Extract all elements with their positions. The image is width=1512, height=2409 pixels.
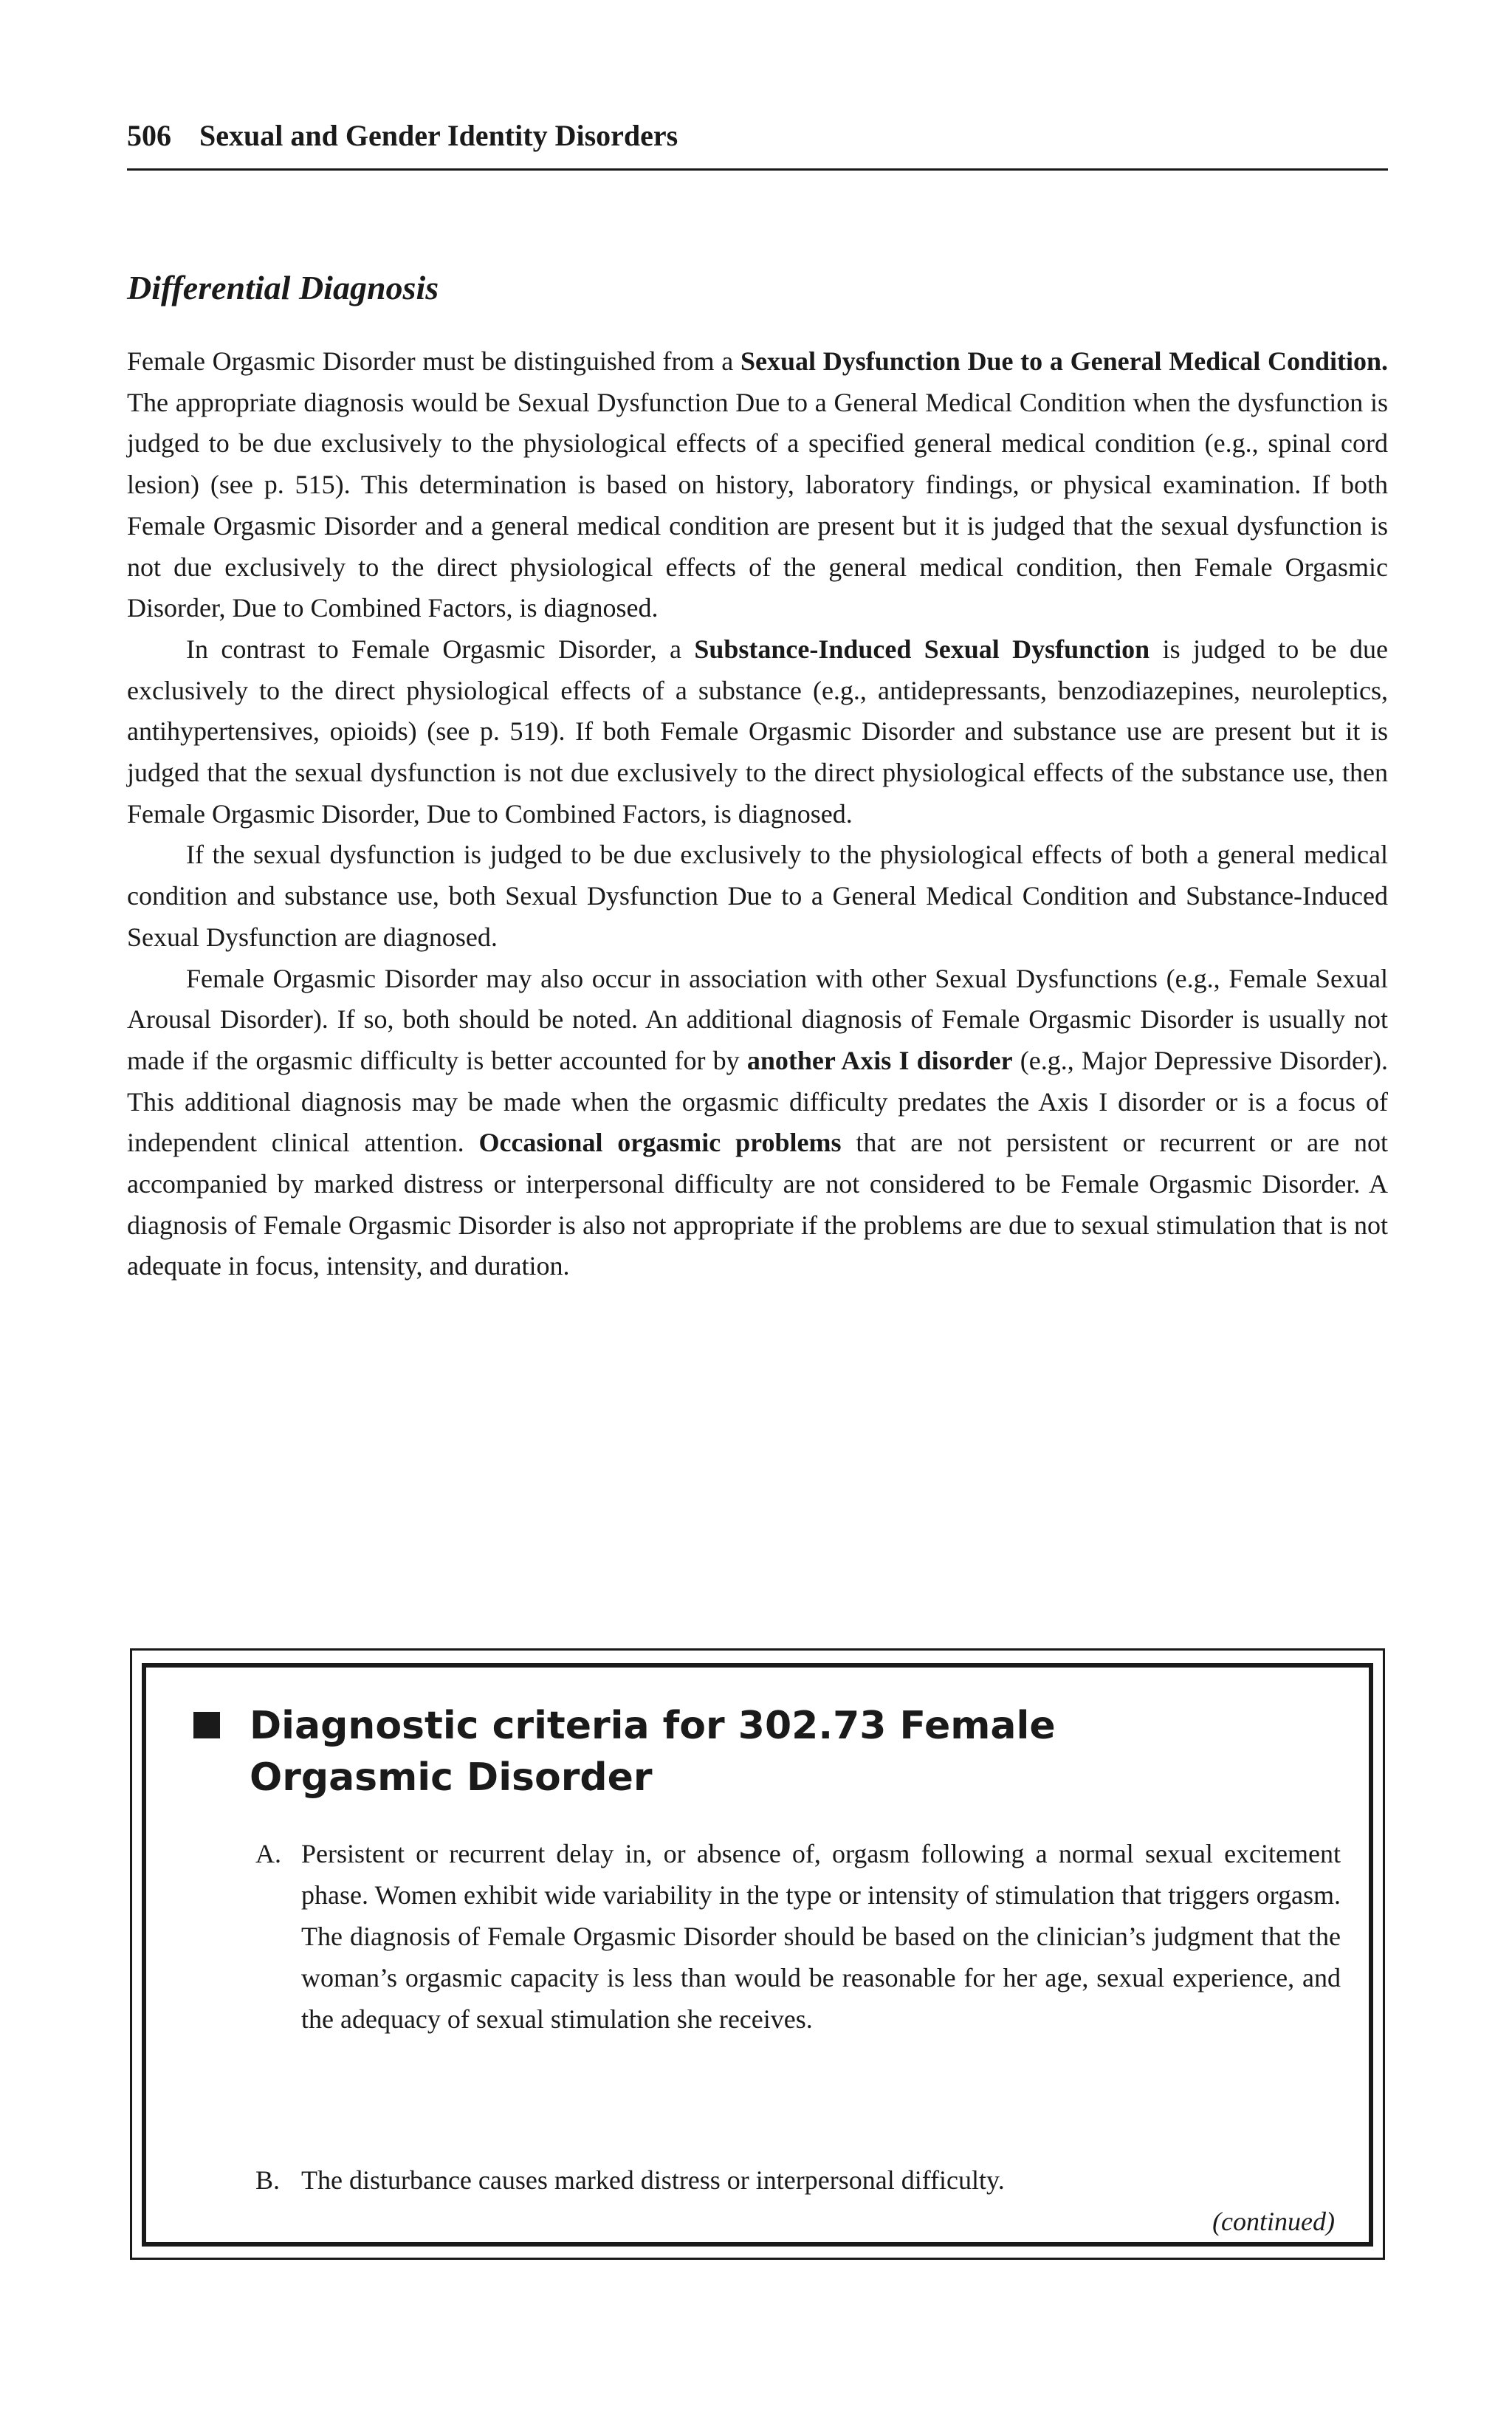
paragraph-1	[127, 341, 1388, 629]
bold-term: Sexual Dysfunction Due to a General Medical Condition.	[740, 346, 1389, 376]
text-run: The appropriate diagnosis would be Sexual Dysfunction Due to a General Medical Condition when the dysfunction is judged to be due exclusively to the physiological effects of a specified general medical condition (e.g., spinal cord lesion) (see p. 515). This determination is based on history, laboratory findings, or physical examination. If both Female Orgasmic Disorder and a general medical condition are present but it is judged that the sexual dysfunction is not due exclusively to the direct physiological effects of the general medical condition, then Female Orgasmic Disorder, Due to Combined Factors, is diagnosed.	[127, 387, 1388, 623]
text-run: If the sexual dysfunction is judged to be due exclusively to the physiological effects of both a general medical condition and substance use, both Sexual Dysfunction Due to a General Medical Condition and Substance-Induced Sexual Dysfunction are diagnosed.	[127, 840, 1388, 952]
body-text	[127, 341, 1388, 1287]
bold-term: Occasional orgasmic problems	[478, 1128, 842, 1158]
page-number: 506	[127, 119, 171, 152]
criterion-a-letter: A.	[255, 1839, 281, 1868]
criterion-b-text: The disturbance causes marked distress or interpersonal difficulty.	[301, 2165, 1005, 2195]
criterion-b-letter: B.	[255, 2165, 281, 2195]
text-run: Female Orgasmic Disorder must be distinguished from a	[127, 346, 740, 376]
paragraph-4	[127, 959, 1388, 1288]
section-heading: Differential Diagnosis	[127, 269, 439, 306]
text-run: that are not persistent or recurrent or are not accompanied by marked distress or interpersonal difficulty are not considered to be Female Orgasmic Disorder. A diagnosis of Female Orgasmic Disorder is also not appropriate if the problems are due to sexual stimulation that is not adequate in focus, intensity, and duration.	[127, 1128, 1388, 1281]
bold-term: Substance-Induced Sexual Dysfunction	[694, 634, 1150, 664]
criterion-b	[255, 2159, 1341, 2201]
running-header	[127, 117, 1388, 155]
header-rule	[127, 168, 1388, 171]
criterion-a	[255, 1833, 1341, 2040]
text-run: is judged to be due exclusively to the direct physiological effects of a substance (e.g., antidepressants, benzodiazepines, neuroleptics, antihypertensives, opioids) (see p. 519). If both Female Orgasmic Disorder and substance use are present but it is judged that the sexual dysfunction is not due exclusively to the direct physiological effects of the substance use, then Female Orgasmic Disorder, Due to Combined Factors, is diagnosed.	[127, 634, 1389, 829]
text-run: In contrast to Female Orgasmic Disorder, a	[186, 634, 695, 664]
text-run: (e.g., Major Depressive Disorder). This additional diagnosis may be made when the orgasmic difficulty predates the Axis I disorder or is a focus of independent clinical attention.	[127, 1045, 1388, 1158]
criteria-title-text: Diagnostic criteria for 302.73 Female Orgasmic Disorder	[250, 1704, 1056, 1800]
text-run: Female Orgasmic Disorder may also occur in association with other Sexual Dysfunctions (e.g., Female Sexual Arousal Disorder). If so, both should be noted. An additional diagnosis of Female Orgasmic Disorder is usually not made if the orgasmic difficulty is better accounted for by	[127, 963, 1388, 1075]
running-title: Sexual and Gender Identity Disorders	[199, 119, 678, 152]
bold-term: another Axis I disorder	[746, 1045, 1013, 1075]
continued-label: (continued)	[1212, 2207, 1335, 2236]
paragraph-2	[127, 629, 1388, 835]
criteria-title	[183, 1700, 1254, 1803]
paragraph-3	[127, 835, 1388, 958]
criterion-a-text: Persistent or recurrent delay in, or absence of, orgasm following a normal sexual excitement phase. Women exhibit wide variability in the type or intensity of stimulation that triggers orgasm. The diagnosis of Female Orgasmic Disorder should be based on the clinician’s judgment that the woman’s orgasmic capacity is less than would be reasonable for her age, sexual experience, and the adequacy of sexual stimulation she receives.	[301, 1839, 1341, 2034]
